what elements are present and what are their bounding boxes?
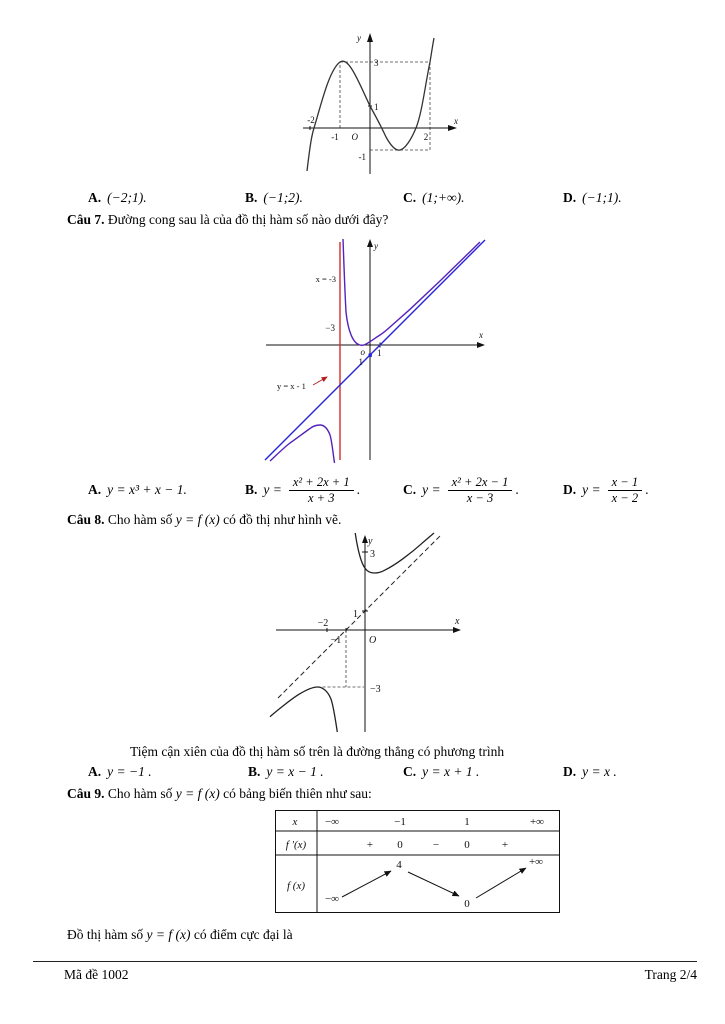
- tick-minus3: −3: [370, 684, 381, 695]
- intercept-label: 1: [358, 357, 363, 367]
- q8-option-c: [403, 763, 479, 781]
- option-formula-lhs: y =: [582, 482, 601, 497]
- fraction-numerator: x − 1: [608, 475, 642, 490]
- footer-divider: [33, 961, 697, 962]
- curve-right-branch: [343, 239, 480, 345]
- asymptote-equation-label: x = -3: [315, 274, 336, 284]
- q7-options-row: [0, 472, 725, 508]
- option-label: D.: [563, 190, 577, 205]
- q7-option-c: [403, 472, 519, 508]
- q9-formula: y = f (x): [175, 786, 220, 801]
- x-axis-arrow: [453, 627, 461, 633]
- tick-y-minus1: -1: [358, 152, 366, 162]
- curve-left-branch: [270, 425, 335, 463]
- option-label: C.: [403, 764, 417, 779]
- q9-closing-post: có điểm cực đại là: [190, 927, 293, 942]
- q7-text: Đường cong sau là của đồ thị hàm số nào dưới đây?: [107, 212, 389, 227]
- tick-minus3: −3: [325, 323, 335, 333]
- option-formula: y = x .: [582, 764, 617, 779]
- option-label: A.: [88, 482, 102, 497]
- footer-page-number: Trang 2/4: [644, 967, 697, 982]
- fraction: [448, 475, 513, 505]
- q9-text-pre: Cho hàm số: [107, 786, 176, 801]
- bbt-fprime-label: f ′(x): [285, 839, 307, 851]
- cubic-function-graph: [295, 28, 465, 178]
- bbt-x-label: x: [292, 816, 298, 828]
- option-period: .: [645, 482, 649, 497]
- option-text: (1;+∞).: [422, 190, 465, 205]
- option-text: (−1;1).: [582, 190, 622, 205]
- bbt-x-pos-inf: +∞: [529, 816, 545, 828]
- option-formula-lhs: y =: [422, 482, 441, 497]
- q6-option-a: [88, 189, 147, 207]
- q8-statement: Tiệm cận xiên của đồ thị hàm số trên là đường thẳng có phương trình: [130, 744, 505, 759]
- curve-lower-branch: [270, 687, 337, 732]
- tick-1: 1: [353, 609, 358, 620]
- fraction: [608, 475, 642, 505]
- table-borders: [276, 811, 560, 913]
- bbt-fprime-sign-3: +: [501, 839, 509, 851]
- intercept-marker: [369, 354, 372, 357]
- q6-options-row: [0, 189, 725, 207]
- q8-option-b: [248, 763, 324, 781]
- bbt-fprime-sign-1: +: [366, 839, 374, 851]
- tick-minus2: −2: [317, 618, 329, 629]
- q7-option-b: [245, 472, 360, 508]
- fraction-denominator: x − 3: [466, 490, 494, 505]
- bbt-f-label: f (x): [286, 880, 306, 892]
- x-axis-arrow: [477, 342, 485, 348]
- x-axis-label: x: [479, 330, 483, 340]
- q6-option-c: [403, 189, 464, 207]
- footer-exam-code: Mã đề 1002: [64, 967, 129, 982]
- variation-table: [275, 810, 560, 913]
- tick-minus2: -2: [307, 115, 315, 125]
- tick-1: 1: [374, 102, 379, 112]
- option-label: B.: [245, 482, 258, 497]
- y-axis-arrow: [367, 33, 373, 42]
- option-period: .: [356, 482, 360, 497]
- q8-text-post: có đồ thị như hình vẽ.: [219, 512, 342, 527]
- tick-3: 3: [370, 549, 375, 560]
- option-formula-lhs: y =: [263, 482, 282, 497]
- rational-function-graph: [263, 236, 491, 464]
- x-axis-label: x: [455, 616, 460, 627]
- fraction-numerator: x² + 2x − 1: [448, 475, 513, 490]
- bbt-f-right-limit: +∞: [528, 856, 544, 868]
- option-label: A.: [88, 190, 102, 205]
- bbt-x-neg-inf: −∞: [324, 816, 340, 828]
- q8-label: Câu 8.: [67, 512, 105, 527]
- fraction-denominator: x − 2: [611, 490, 639, 505]
- bbt-fprime-zero-2: 0: [464, 839, 470, 851]
- option-formula: y = −1 .: [107, 764, 152, 779]
- fraction: [289, 475, 354, 505]
- q7-heading: [67, 212, 388, 228]
- variation-arrows: [342, 868, 526, 898]
- option-formula: y = x − 1 .: [266, 764, 324, 779]
- option-formula: y = x³ + x − 1.: [107, 482, 187, 497]
- axes: [276, 538, 458, 732]
- tick-2: 2: [423, 132, 429, 142]
- option-label: B.: [248, 764, 261, 779]
- q7-option-d: [563, 472, 648, 508]
- origin-label: O: [369, 635, 377, 646]
- q8-text-pre: Cho hàm số: [107, 512, 176, 527]
- bbt-f-min-value: 0: [464, 898, 470, 910]
- q6-option-b: [245, 189, 303, 207]
- x-axis-label: x: [454, 116, 458, 126]
- q9-label: Câu 9.: [67, 786, 105, 801]
- q9-closing-pre: Đồ thị hàm số: [67, 927, 147, 942]
- origin-label: o: [360, 347, 365, 357]
- bbt-x-minus1: −1: [394, 816, 406, 828]
- option-label: D.: [563, 764, 577, 779]
- y-axis-label: y: [357, 33, 361, 43]
- q9-closing-formula: y = f (x): [146, 927, 191, 942]
- q8-option-a: [88, 763, 152, 781]
- option-label: C.: [403, 190, 417, 205]
- q8-options-row: [0, 763, 725, 781]
- bbt-f-max-value: 4: [396, 859, 402, 871]
- origin-label: O: [351, 132, 358, 142]
- q7-label: Câu 7.: [67, 212, 105, 227]
- q8-option-d: [563, 763, 617, 781]
- tick-minus1: −1: [330, 635, 342, 646]
- q9-text-post: có bảng biến thiên như sau:: [219, 786, 372, 801]
- tick-minus1: -1: [331, 132, 339, 142]
- q9-heading: [67, 786, 372, 802]
- line-equation-label: y = x - 1: [277, 381, 306, 391]
- tick-1: 1: [377, 348, 382, 358]
- y-axis-label: y: [374, 241, 378, 251]
- oblique-asymptote-graph: [268, 532, 468, 737]
- q8-heading: [67, 512, 341, 528]
- bbt-fprime-sign-2: −: [432, 839, 440, 851]
- oblique-asymptote-line: [265, 240, 485, 460]
- q6-option-d: [563, 189, 622, 207]
- y-axis-arrow: [367, 239, 373, 247]
- y-axis-label: y: [368, 536, 373, 547]
- tick-3: 3: [374, 58, 379, 68]
- fraction-numerator: x² + 2x + 1: [289, 475, 354, 490]
- option-period: .: [515, 482, 519, 497]
- q8-formula: y = f (x): [175, 512, 220, 527]
- option-label: C.: [403, 482, 417, 497]
- q7-option-a: [88, 472, 187, 508]
- option-label: B.: [245, 190, 258, 205]
- option-label: A.: [88, 764, 102, 779]
- q9-closing: [67, 927, 293, 943]
- bbt-f-left-limit: −∞: [324, 893, 340, 905]
- fraction-denominator: x + 3: [307, 490, 335, 505]
- bbt-x-1: 1: [464, 816, 470, 828]
- line-label-pointer: [313, 377, 327, 385]
- option-label: D.: [563, 482, 577, 497]
- option-text: (−1;2).: [263, 190, 303, 205]
- option-text: (−2;1).: [107, 190, 147, 205]
- bbt-fprime-zero-1: 0: [397, 839, 403, 851]
- option-formula: y = x + 1 .: [422, 764, 480, 779]
